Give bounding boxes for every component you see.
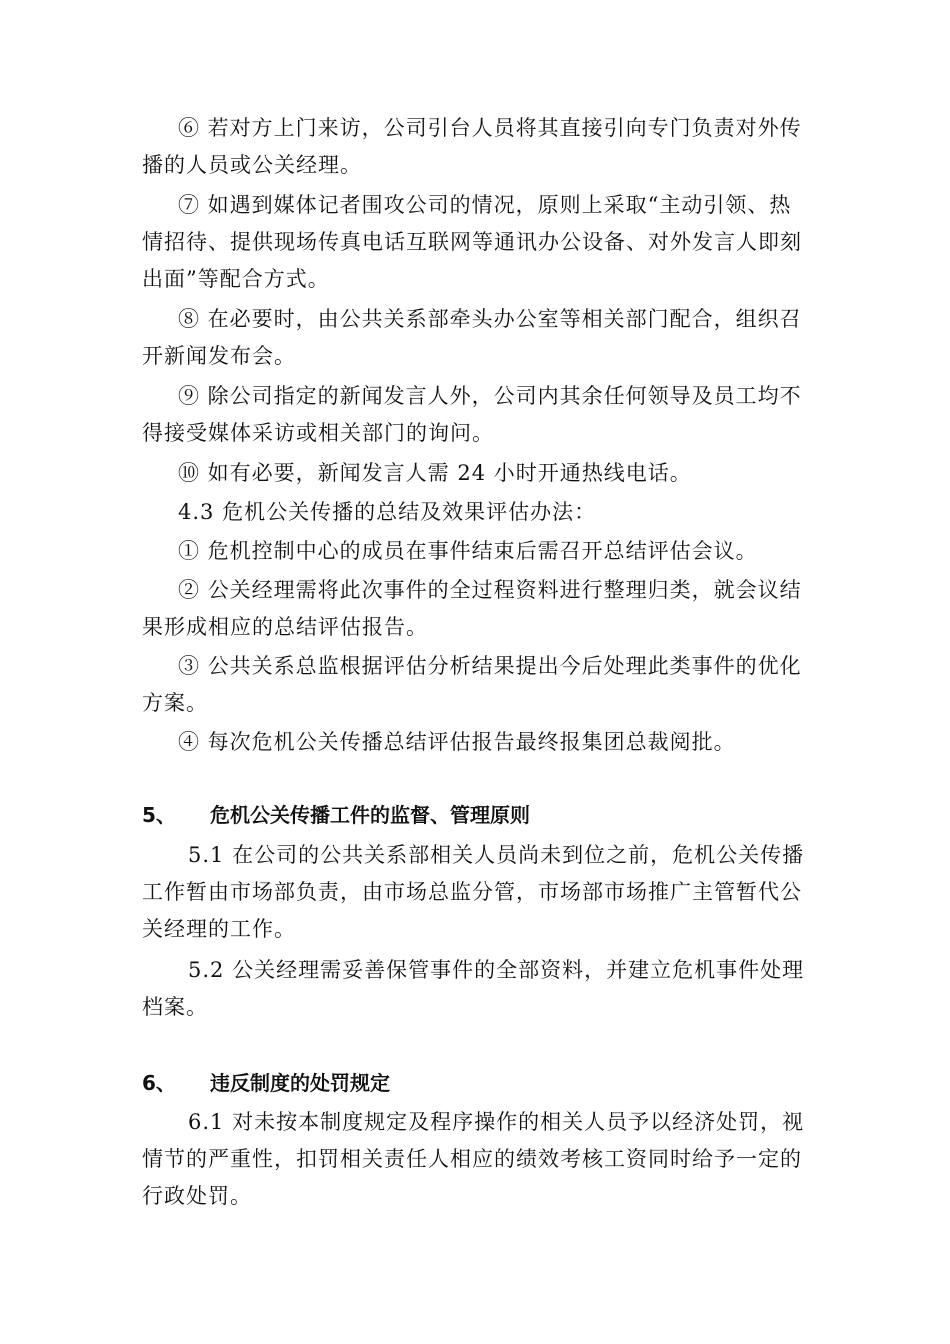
- paragraph-item-10: ⑩ 如有必要，新闻发言人需 24 小时开通热线电话。: [178, 461, 692, 485]
- section-6-heading: [142, 1068, 810, 1098]
- paragraph-item-2: ② 公关经理需将此次事件的全过程资料进行整理归类，就会议结果形成相应的总结评估报告。: [142, 578, 802, 639]
- section-6-title: 违反制度的处罚规定: [210, 1071, 390, 1095]
- section-5-heading: [142, 800, 810, 830]
- subsection-heading-4-3: 4.3 危机公关传播的总结及效果评估办法：: [178, 500, 597, 524]
- paragraph-item-3: ③ 公共关系总监根据评估分析结果提出今后处理此类事件的优化方案。: [142, 654, 802, 715]
- section-5-title: 危机公关传播工件的监督、管理原则: [210, 803, 530, 827]
- paragraph-5-2: 5.2 公关经理需妥善保管事件的全部资料，并建立危机事件处理档案。: [142, 958, 805, 1019]
- paragraph-5-1: 5.1 在公司的公共关系部相关人员尚未到位之前，危机公关传播工作暂由市场部负责，由市场总监分管，市场部市场推广主管暂代公关经理的工作。: [142, 843, 805, 941]
- paragraph-item-9: ⑨ 除公司指定的新闻发言人外，公司内其余任何领导及员工均不得接受媒体采访或相关部门的询问。: [142, 384, 802, 445]
- paragraph-item-6: ⑥ 若对方上门来访，公司引台人员将其直接引向专门负责对外传播的人员或公关经理。: [142, 116, 802, 177]
- section-5-number: 5、: [142, 803, 176, 827]
- paragraph-item-1: ① 危机控制中心的成员在事件结束后需召开总结评估会议。: [178, 539, 758, 563]
- section-6-number: 6、: [142, 1071, 176, 1095]
- paragraph-6-1: 6.1 对未按本制度规定及程序操作的相关人员予以经济处罚，视情节的严重性，扣罚相关责任人相应的绩效考核工资同时给予一定的行政处罚。: [142, 1110, 805, 1208]
- paragraph-item-7: ⑦ 如遇到媒体记者围攻公司的情况，原则上采取“主动引领、热情招待、提供现场传真电话互联网等通讯办公设备、对外发言人即刻出面”等配合方式。: [142, 193, 802, 291]
- paragraph-item-4: ④ 每次危机公关传播总结评估报告最终报集团总裁阅批。: [178, 730, 736, 754]
- paragraph-item-8: ⑧ 在必要时，由公共关系部牵头办公室等相关部门配合，组织召开新闻发布会。: [142, 307, 802, 368]
